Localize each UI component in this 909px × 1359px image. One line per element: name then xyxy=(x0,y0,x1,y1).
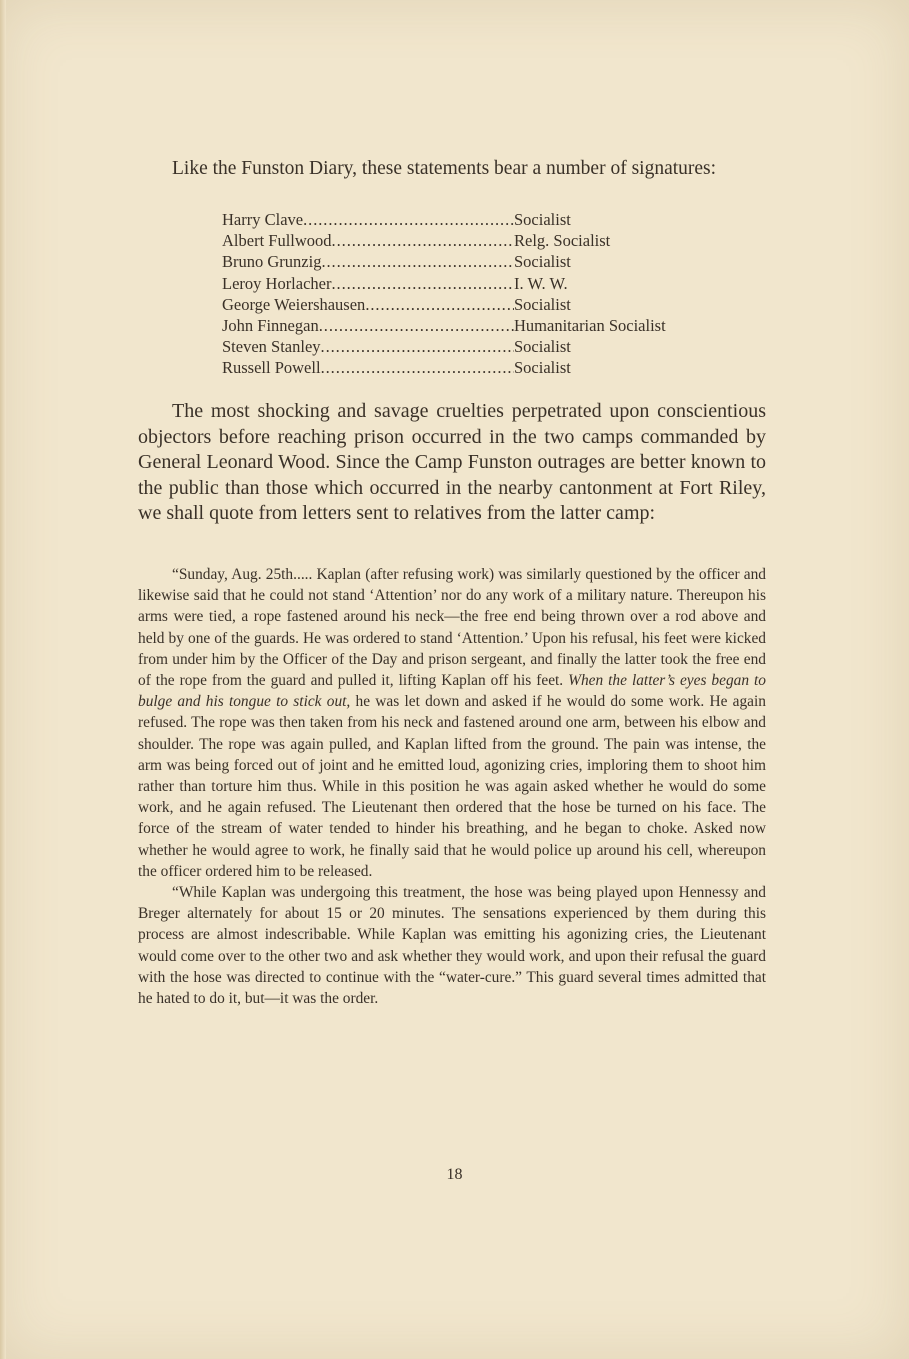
signature-affiliation: Socialist xyxy=(514,252,571,272)
leader-dots xyxy=(321,357,514,378)
signature-affiliation: Socialist xyxy=(514,337,571,357)
quote-paragraph-2: “While Kaplan was undergoing this treatment, the hose was being played upon Hennessy and Breger alternately for about 15 or 20 minutes. The sensations experienced by them during this process are almost indescribable. While Kaplan was emitting his agonizing cries, the Lieutenant would come over to the other two and ask whether they would work, and upon their refusal the guard with the hose was directed to continue with the “water-cure.” This guard several times admitted that he hated to do it, but—it was the order. xyxy=(138,884,766,1008)
signature-row xyxy=(222,294,722,315)
block-quote xyxy=(138,564,766,1009)
signature-name: Steven Stanley xyxy=(222,337,321,357)
signature-affiliation: Socialist xyxy=(514,294,571,314)
leader-dots xyxy=(331,273,514,294)
signature-affiliation: Relg. Socialist xyxy=(514,231,611,251)
quote-text: “Sunday, Aug. 25th..... Kaplan (after refusing work) was similarly questioned by the officer and likewise said that he could not stand ‘Attention’ nor do any work of a military nature. Thereupon his arms were tied, a rope fastened around his neck—the free end being thrown over a rod above and held by one of the guards. He was ordered to stand ‘Attention.’ Upon his refusal, his feet were kicked from under him by the Officer of the Day and prison sergeant, and finally the latter took the free end of the rope from the guard and pulled it, lifting Kaplan off his feet. xyxy=(138,566,766,690)
signature-row xyxy=(222,230,722,251)
page-number: 18 xyxy=(446,1166,463,1183)
signature-name: John Finnegan xyxy=(222,316,319,336)
leader-dots xyxy=(332,230,514,251)
signature-name: Russell Powell xyxy=(222,358,321,378)
signature-row xyxy=(222,357,722,378)
quote-paragraph-1 xyxy=(138,564,766,882)
body-paragraph: The most shocking and savage cruelties perpetrated upon conscientious objectors before reaching prison occurred in the two camps commanded by General Leonard Wood. Since the Camp Funston outrages are better known to the public than those which occurred in the nearby cantonment at Fort Riley, we shall quote from letters sent to relatives from the latter camp: xyxy=(138,400,766,524)
leader-dots xyxy=(321,251,514,272)
quote-italic-text: When the latter’s eyes began to bulge and his tongue to stick out, xyxy=(138,672,766,711)
signature-name: Albert Fullwood xyxy=(222,231,332,251)
signature-affiliation: Humanitarian Socialist xyxy=(514,316,666,336)
signature-name: Leroy Horlacher xyxy=(222,273,332,293)
leader-dots xyxy=(321,336,514,357)
page-edge xyxy=(0,0,6,1359)
signature-row xyxy=(222,209,722,230)
signature-row xyxy=(222,251,722,272)
quote-text: he was let down and asked if he would do some work. He again refused. The rope was then taken from his neck and fastened around one arm, between his elbow and shoulder. The rope was again pulled, and Kaplan lifted from the ground. The pain was intense, the arm was being forced out of joint and he emitted loud, agonizing cries, imploring them to shoot him rather than torture him thus. While in this position he was again asked whether he would do some work, and he again refused. The Lieutenant then ordered that the hose be turned on his face. The force of the stream of water tended to hinder his breathing, and he began to choke. Asked now whether he would agree to work, he finally said that he would police up around his cell, whereupon the officer ordered him to be released. xyxy=(138,693,766,880)
signature-name: Bruno Grunzig xyxy=(222,252,322,272)
signature-name: George Weiershausen xyxy=(222,294,366,314)
signature-row xyxy=(222,336,722,357)
signature-name: Harry Clave xyxy=(222,210,304,229)
signature-affiliation: Socialist xyxy=(514,210,571,229)
signature-row xyxy=(222,315,722,336)
leader-dots xyxy=(303,209,514,230)
leader-dots xyxy=(319,315,514,336)
leader-dots xyxy=(365,294,514,315)
intro-paragraph: Like the Funston Diary, these statements bear a number of signatures: xyxy=(172,158,717,179)
signature-list xyxy=(222,209,722,379)
signature-row xyxy=(222,273,722,294)
signature-affiliation: I. W. W. xyxy=(514,273,568,293)
signature-affiliation: Socialist xyxy=(514,358,571,378)
